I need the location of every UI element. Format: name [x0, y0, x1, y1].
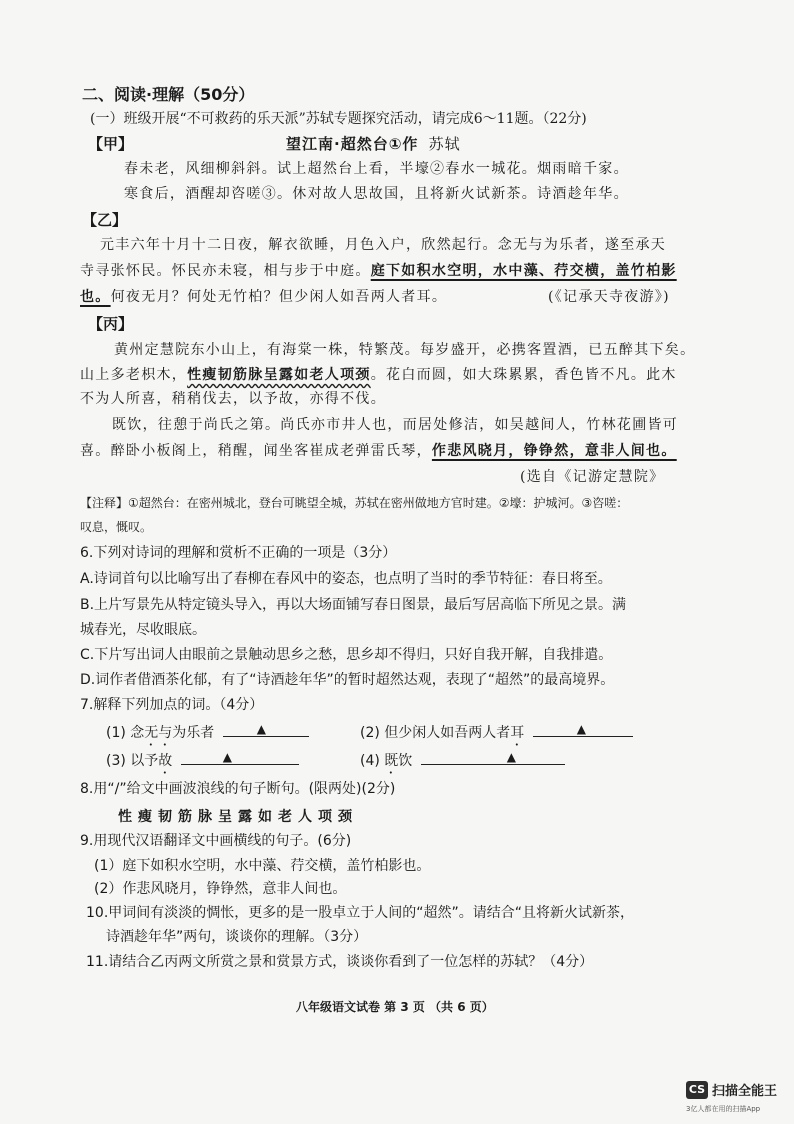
- section-intro: (一）班级开展“不可救药的乐天派”苏轼专题探究活动，请完成6～11题。（22分): [90, 111, 587, 127]
- scanner-slogan: 3亿人都在用的扫描App: [686, 1105, 761, 1113]
- q7-item-4-num: (4): [360, 753, 380, 769]
- yi-underlined-sentence-part2: 也。: [80, 289, 111, 305]
- poem-line-2: 寒食后，酒醒却咨嗟③。休对故人思故国，且将新火试新茶。诗酒趁年华。: [124, 186, 629, 202]
- bing-line-5: [80, 440, 677, 460]
- q7-item-2: [360, 722, 633, 749]
- yi-source: (《记承天寺夜游》): [548, 289, 670, 305]
- q7-item-1-num: (1): [106, 725, 126, 741]
- q7-item-1: [106, 722, 309, 749]
- q7-answer-blank-1[interactable]: [223, 722, 309, 737]
- q7-answer-blank-3[interactable]: [181, 750, 299, 765]
- q9-sentence-1: (1）庭下如积水空明，水中藻、荇交横，盖竹柏影也。: [94, 858, 431, 874]
- poem-author: 苏轼: [428, 135, 461, 153]
- q9-stem: 9.用现代汉语翻译文中画横线的句子。(6分): [80, 833, 352, 849]
- q7-item-2-num: (2): [360, 725, 380, 741]
- bing-line-2: [80, 364, 677, 384]
- q7-stem: 7.解释下列加点的词。（4分）: [80, 697, 264, 713]
- q7-item-3-pre: 以予: [130, 753, 159, 769]
- bing-line-4: 既饮，往憩于尚氏之第。尚氏亦市井人也，而居处修洁，如吴越间人，竹林花圃皆可: [112, 417, 679, 433]
- yi-line-1: 元丰六年十月十二日夜，解衣欲睡，月色入户，欣然起行。念无与为乐者，遂至承天: [100, 237, 667, 253]
- scanner-app-name: 扫描全能王: [712, 1084, 778, 1099]
- q7-item-1-dotted: 无与: [144, 725, 173, 741]
- label-yi: 【乙】: [82, 211, 128, 229]
- page-footer: 八年级语文试卷 第 3 页 （共 6 页）: [296, 1000, 494, 1014]
- q6-option-b-line1: B.上片写景先从特定镜头导入，再以大场面铺写春日图景，最后写居高临下所见之景。满: [80, 597, 627, 613]
- bing-line-2-b: 。花白而圆，如大珠累累，香色皆不凡。此木: [370, 367, 677, 383]
- q8-stem: 8.用“/”给文中画波浪线的句子断句。(限两处)(2分): [80, 781, 396, 797]
- annotation-line-2: 叹息，慨叹。: [80, 520, 153, 534]
- q6-stem: 6.下列对诗词的理解和赏析不正确的一项是（3分）: [80, 545, 397, 561]
- yi-line-3-plain: 何夜无月？何处无竹柏？但少闲人如吾两人者耳。: [110, 289, 448, 305]
- poem-title-text: 望江南·超然台①作: [286, 135, 419, 153]
- section-heading: 二、阅读·理解（50分）: [82, 85, 255, 104]
- label-jia: 【甲】: [88, 135, 134, 153]
- q7-item-4: [360, 750, 565, 777]
- q6-option-c: C.下片写出词人由眼前之景触动思乡之愁，思乡却不得归，只好自我开解，自我排遣。: [80, 647, 613, 663]
- q7-item-4-dotted: 既: [384, 753, 399, 769]
- answer-mark-icon: ▲: [576, 722, 586, 736]
- answer-mark-icon: ▲: [506, 750, 516, 764]
- q6-option-a: A.诗词首句以比喻写出了春柳在春风中的姿态，也点明了当时的季节特征：春日将至。: [80, 571, 612, 587]
- yi-underlined-sentence-part1: 庭下如积水空明，水中藻、荇交横，盖竹柏影: [370, 263, 677, 279]
- bing-wavy-sentence: 性瘦韧筋脉呈露如老人项颈: [187, 367, 371, 383]
- q7-item-1-post: 为乐者: [172, 725, 215, 741]
- yi-line-3: [80, 286, 447, 306]
- answer-mark-icon: ▲: [256, 722, 266, 736]
- answer-mark-icon: ▲: [222, 750, 232, 764]
- q7-item-3: [106, 750, 299, 777]
- bing-underlined-sentence: 作悲风晓月，铮铮然，意非人间也。: [431, 443, 677, 459]
- q7-item-3-num: (3): [106, 753, 126, 769]
- q7-item-2-pre: 但少闲人如吾两人者: [384, 725, 511, 741]
- label-bing: 【丙】: [88, 315, 134, 333]
- annotation-line-1: 【注释】①超然台：在密州城北，登台可眺望全城，苏轼在密州做地方官时建。②壕：护城河。③咨嗟：: [80, 496, 629, 510]
- q9-sentence-2: (2）作悲风晓月，铮铮然，意非人间也。: [94, 881, 347, 897]
- q6-option-b-line2: 城春光，尽收眼底。: [80, 622, 206, 638]
- q7-item-4-post: 饮: [398, 753, 413, 769]
- q10-line-2: 诗酒趁年华”两句，谈谈你的理解。（3分）: [106, 929, 368, 945]
- poem-line-1: 春未老，风细柳斜斜。试上超然台上看，半壕②春水一城花。烟雨暗千家。: [124, 161, 629, 177]
- q7-item-2-dotted: 耳: [510, 725, 525, 741]
- poem-title: [286, 133, 461, 154]
- yi-line-2: [80, 260, 677, 280]
- q7-item-1-pre: 念: [130, 725, 145, 741]
- q10-line-1: 10.甲词间有淡淡的惆怅，更多的是一股卓立于人间的“超然”。请结合“且将新火试新茶，: [86, 905, 635, 921]
- bing-line-5-a: 喜。醉卧小板阁上，稍醒，闻坐客崔成老弹雷氏琴，: [80, 443, 432, 459]
- q7-answer-blank-2[interactable]: [533, 722, 633, 737]
- q8-sentence: 性瘦韧筋脉呈露如老人项颈: [118, 809, 358, 825]
- scanner-logo-icon: CS: [686, 1081, 708, 1099]
- q7-answer-blank-4[interactable]: [421, 750, 565, 765]
- bing-line-3: 不为人所喜，稍稍伐去，以予故，亦得不伐。: [80, 391, 386, 407]
- scanner-watermark: [686, 1080, 777, 1099]
- bing-line-2-a: 山上多老枳木，: [80, 367, 188, 383]
- q7-item-3-dotted: 故: [158, 753, 173, 769]
- q6-option-d: D.词作者借酒茶化郁，有了“诗酒趁年华”的暂时超然达观，表现了“超然”的最高境界。: [80, 672, 615, 688]
- yi-line-2-plain: 寺寻张怀民。怀民亦未寝，相与步于中庭。: [80, 263, 371, 279]
- q11-stem: 11.请结合乙丙两文所赏之景和赏景方式，谈谈你看到了一位怎样的苏轼？（4分）: [86, 954, 594, 970]
- bing-source: (选自《记游定慧院》: [520, 469, 665, 485]
- bing-line-1: 黄州定慧院东小山上，有海棠一株，特繁茂。每岁盛开，必携客置酒，已五醉其下矣。: [114, 342, 696, 358]
